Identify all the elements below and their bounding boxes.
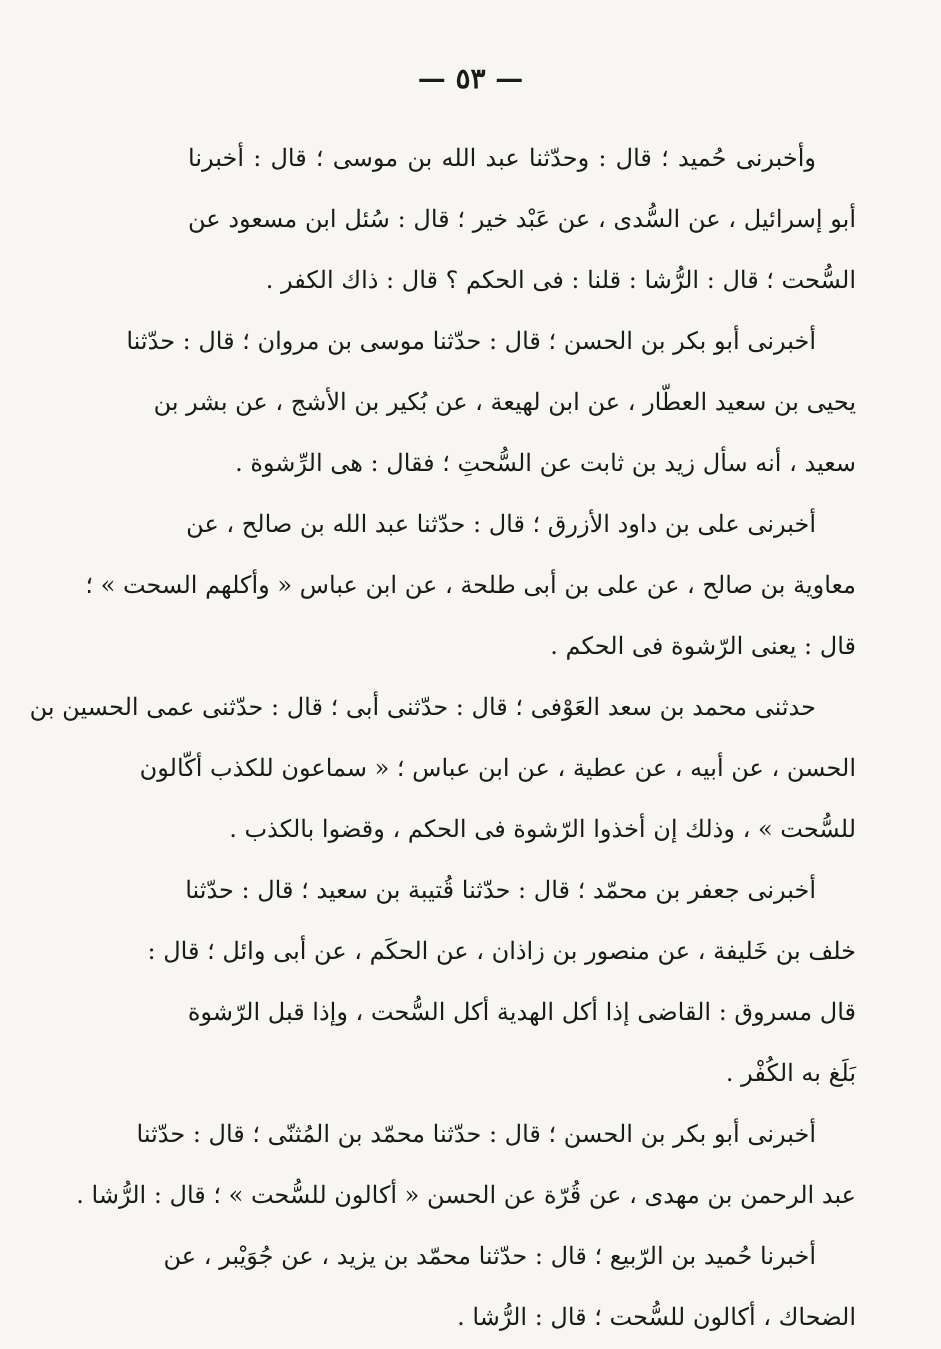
text-line: للسُّحت » ، وذلك إن أخذوا الرّشوة فى الحكم ، وقضوا بالكذب . <box>229 815 856 843</box>
text-line: قال مسروق : القاضى إذا أكل الهدية أكل السُّحت ، وإذا قبل الرّشوة <box>187 998 856 1026</box>
text-line: معاوية بن صالح ، عن على بن أبى طلحة ، عن ابن عباس « وأكلهم السحت » ؛ <box>85 571 856 599</box>
paragraph-7 <box>163 1226 856 1348</box>
text-line: بَلَغ به الكُفْر . <box>725 1059 856 1087</box>
text-line: أخبرنا حُميد بن الرّبيع ؛ قال : حدّثنا محمّد بن يزيد ، عن جُوَيْبر ، عن <box>163 1242 816 1270</box>
text-line: الضحاك ، أكالون للسُّحت ؛ قال : الرُّشا . <box>457 1303 856 1331</box>
paragraph-3 <box>85 494 856 677</box>
paragraph-2 <box>126 311 856 494</box>
text-line: وأخبرنى حُميد ؛ قال : وحدّثنا عبد الله بن موسى ؛ قال : أخبرنا <box>188 144 816 172</box>
text-line: أخبرنى على بن داود الأزرق ؛ قال : حدّثنا عبد الله بن صالح ، عن <box>186 510 816 538</box>
text-line: السُّحت ؛ قال : الرُّشا : قلنا : فى الحكم ؟ قال : ذاك الكفر . <box>265 266 856 294</box>
text-line: قال : يعنى الرّشوة فى الحكم . <box>550 632 856 660</box>
text-line: خلف بن خَليفة ، عن منصور بن زاذان ، عن الحكَم ، عن أبى وائل ؛ قال : <box>147 937 856 965</box>
text-line: أخبرنى أبو بكر بن الحسن ؛ قال : حدّثنا محمّد بن المُثنّى ؛ قال : حدّثنا <box>136 1120 816 1148</box>
paragraph-1 <box>188 128 856 311</box>
text-line: أبو إسرائيل ، عن السُّدى ، عن عَبْد خير ؛ قال : سُئل ابن مسعود عن <box>188 205 856 233</box>
text-line: أخبرنى أبو بكر بن الحسن ؛ قال : حدّثنا موسى بن مروان ؛ قال : حدّثنا <box>126 327 816 355</box>
paragraph-4 <box>29 677 856 860</box>
text-line: عبد الرحمن بن مهدى ، عن قُرّة عن الحسن « أكالون للسُّحت » ؛ قال : الرُّشا . <box>76 1181 856 1209</box>
paragraph-5 <box>147 860 856 1104</box>
text-line: حدثنى محمد بن سعد العَوْفى ؛ قال : حدّثنى أبى ؛ قال : حدّثنى عمى الحسين بن <box>29 693 816 721</box>
text-line: يحيى بن سعيد العطّار ، عن ابن لهيعة ، عن بُكير بن الأشج ، عن بشر بن <box>153 388 856 416</box>
text-line: سعيد ، أنه سأل زيد بن ثابت عن السُّحتِ ؛ فقال : هى الرِّشوة . <box>235 449 856 477</box>
page-number: — ٥٣ — <box>417 62 524 95</box>
paragraph-6 <box>76 1104 856 1226</box>
body-text <box>29 128 856 1348</box>
text-line: أخبرنى جعفر بن محمّد ؛ قال : حدّثنا قُتيبة بن سعيد ؛ قال : حدّثنا <box>185 876 816 904</box>
text-line: الحسن ، عن أبيه ، عن عطية ، عن ابن عباس ؛ « سماعون للكذب أكّالون <box>139 754 856 782</box>
